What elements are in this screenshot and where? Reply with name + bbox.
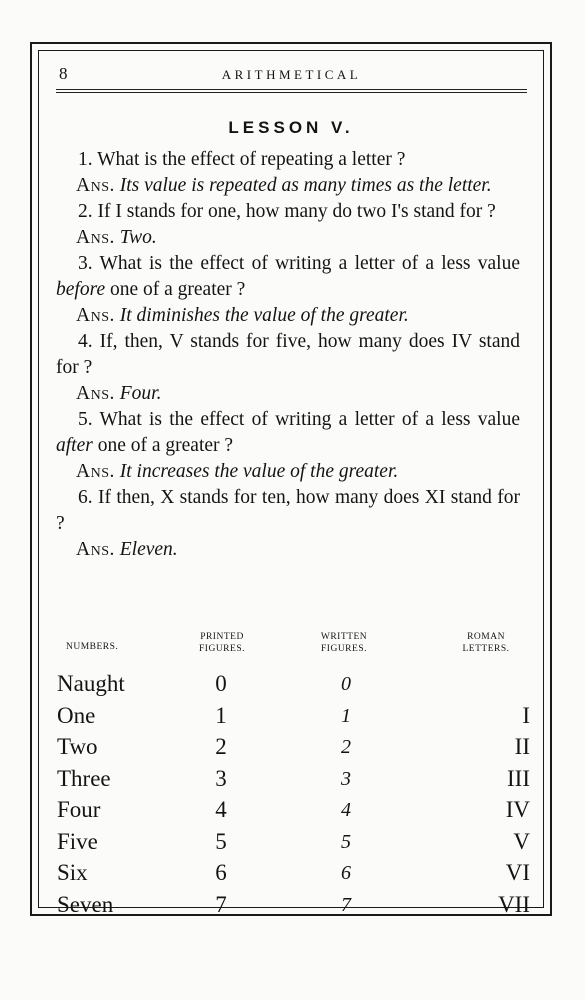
written-figure: 4	[341, 799, 351, 821]
printed-figure: 0	[215, 671, 227, 696]
answer-label: Ans.	[76, 305, 115, 326]
header-line: PRINTED	[200, 632, 244, 642]
answer-label: Ans.	[76, 539, 115, 560]
printed-figure: 6	[215, 860, 227, 885]
table-row	[56, 797, 530, 829]
answer-text: It diminishes the value of the greater.	[119, 305, 409, 326]
table-body	[56, 671, 530, 923]
written-figure: 5	[341, 830, 351, 853]
header-numbers: NUMBERS.	[66, 642, 119, 652]
table-row	[56, 829, 530, 861]
question-1: 1. What is the effect of repeating a letter ?	[78, 149, 406, 170]
question-2: 2. If I stands for one, how many do two I's stand for ?	[78, 201, 496, 222]
lesson-title: LESSON V.	[228, 118, 354, 137]
page-number: 8	[59, 64, 68, 83]
roman-letters: II	[514, 734, 530, 759]
answer-text: Eleven.	[119, 539, 178, 560]
header-written-figures	[304, 631, 384, 655]
answer-label: Ans.	[76, 227, 115, 248]
number-name: Two	[57, 734, 98, 759]
written-figure: 6	[341, 862, 351, 884]
question-text: 3. What is the effect of writing a letter of a less value	[78, 253, 520, 274]
roman-letters: V	[513, 828, 530, 854]
answer-label: Ans.	[76, 461, 115, 482]
question-answer-list	[56, 147, 520, 563]
roman-letters: III	[507, 765, 530, 791]
printed-figure: 5	[215, 828, 227, 854]
header-rule	[56, 89, 527, 93]
header-printed-figures	[182, 631, 262, 655]
printed-figure: 2	[215, 734, 227, 759]
header-line: LETTERS.	[462, 644, 510, 654]
number-name: Six	[57, 860, 88, 885]
number-name: Five	[57, 828, 98, 854]
page-header	[56, 61, 527, 87]
question-4: 4. If, then, V stands for five, how many does IV stand for ?	[56, 331, 520, 378]
roman-letters: I	[522, 702, 530, 728]
header-line: FIGURES.	[321, 644, 367, 654]
header-line: WRITTEN	[320, 632, 368, 642]
written-figure: 3	[341, 767, 351, 790]
roman-letters: IV	[505, 797, 530, 822]
answer-text: Two.	[119, 227, 157, 248]
question-emphasis: before	[56, 279, 106, 300]
answer-6	[56, 537, 520, 563]
header-roman-letters	[446, 631, 526, 655]
question-5	[56, 407, 520, 459]
table-row	[56, 860, 530, 892]
question-3	[56, 251, 520, 303]
written-figure: 1	[341, 704, 351, 727]
page-inner-border	[38, 50, 544, 917]
answer-label: Ans.	[76, 175, 115, 196]
question-text: 5. What is the effect of writing a letter of a less value	[78, 409, 520, 430]
answer-3	[56, 303, 520, 329]
written-figure: 0	[341, 673, 351, 695]
table-row	[56, 671, 530, 703]
answer-2	[56, 225, 520, 251]
header-line: FIGURES.	[199, 644, 245, 654]
table-row	[56, 734, 530, 766]
question-emphasis: after	[56, 435, 93, 456]
table-row	[56, 892, 530, 924]
written-figure: 7	[341, 893, 351, 916]
running-head: ARITHMETICAL	[221, 67, 362, 82]
header-line: ROMAN	[467, 632, 505, 642]
number-name: Seven	[57, 891, 114, 917]
roman-letters: VII	[498, 891, 530, 917]
page-border	[30, 42, 552, 916]
printed-figure: 7	[215, 891, 227, 917]
answer-4	[56, 381, 520, 407]
number-name: Naught	[57, 671, 125, 696]
answer-label: Ans.	[76, 383, 115, 404]
table-row	[56, 703, 530, 735]
question-text: one of a greater ?	[105, 279, 246, 300]
answer-text: Four.	[119, 383, 162, 404]
written-figure: 2	[341, 736, 351, 758]
table-row	[56, 766, 530, 798]
printed-figure: 1	[215, 702, 227, 728]
answer-text: It increases the value of the greater.	[119, 461, 399, 482]
question-text: one of a greater ?	[92, 435, 234, 456]
answer-1	[56, 173, 520, 199]
answer-text: Its value is repeated as many times as the letter.	[119, 175, 492, 196]
numerals-table	[56, 631, 530, 923]
number-name: Three	[57, 765, 111, 791]
question-6: 6. If then, X stands for ten, how many does XI stand for ?	[56, 487, 520, 534]
printed-figure: 3	[215, 765, 227, 791]
answer-5	[56, 459, 520, 485]
number-name: One	[57, 702, 96, 728]
number-name: Four	[57, 797, 101, 822]
roman-letters: VI	[505, 860, 530, 885]
table-header	[56, 631, 530, 671]
printed-figure: 4	[215, 797, 227, 822]
